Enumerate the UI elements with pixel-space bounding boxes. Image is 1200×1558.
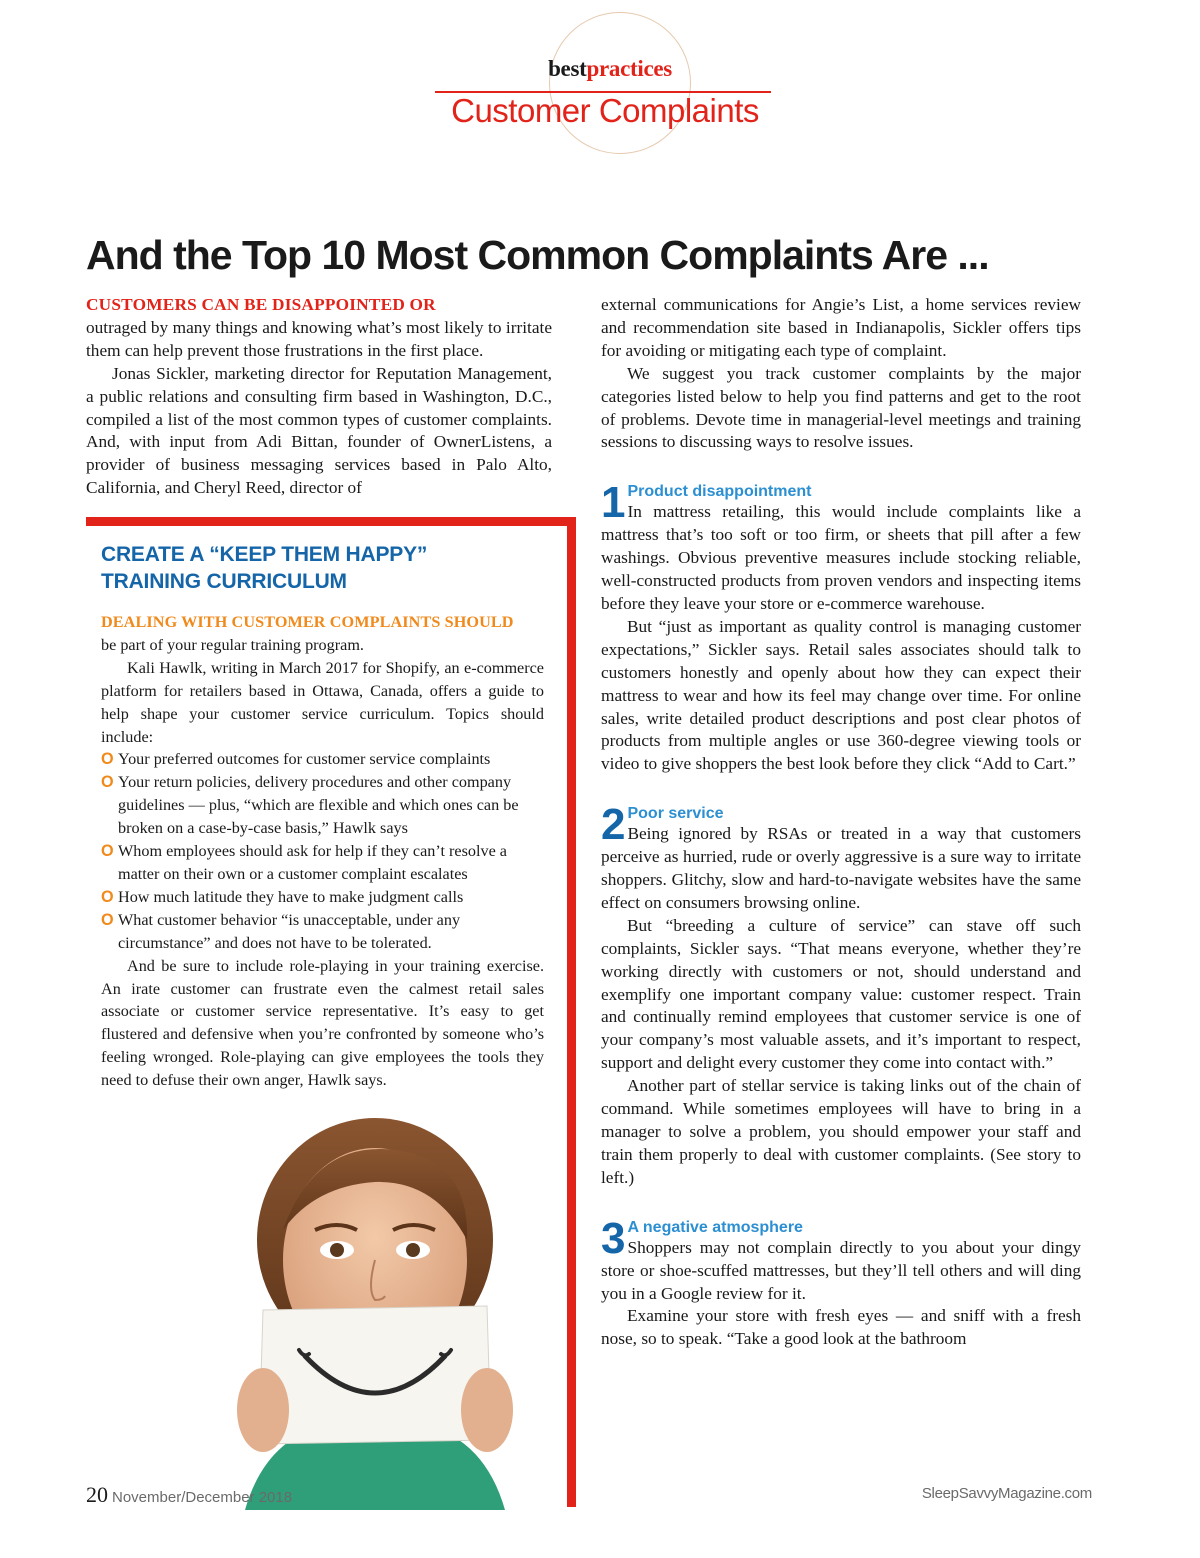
section-paragraph: In mattress retailing, this would include complaints like a mattress that’s too soft or too firm, or sheets that pill after a few washings. Obvious preventive measures include stocking reliable, well-constructed products from proven vendors and inspecting items before they leave your store or e-commerce warehouse. — [601, 502, 1081, 613]
hand-right — [461, 1368, 513, 1452]
woman-smile-photo — [205, 1110, 545, 1510]
list-item: O What customer behavior “is unacceptable, under any circumstance” and does not have to be tolerated. — [101, 910, 461, 952]
list-item: O Whom employees should ask for help if they can’t resolve a matter on their own or a customer complaint escalates — [101, 842, 507, 883]
sidebar-paragraph-2: Kali Hawlk, writing in March 2017 for Shopify, an e-commerce platform for retailers based in Ottawa, Canada, offers a guide to help shape your customer service curriculum. Topics should include: — [101, 658, 544, 746]
section-number: 1 — [601, 478, 626, 528]
section-title: Poor service — [627, 805, 724, 823]
list-item: O How much latitude they have to make judgment calls — [101, 886, 544, 909]
complaint-section-2 — [601, 800, 1081, 915]
section-title: Product disappointment — [627, 483, 812, 501]
bullet-icon: O — [101, 750, 114, 769]
site-url: SleepSavvyMagazine.com — [921, 1485, 1092, 1502]
section-paragraph: Being ignored by RSAs or treated in a way that customers perceive as hurried, rude or overly aggressive is a sure way to irritate shoppers. Glitchy, slow and hard-to-navigate websites have the same effect on consumers browsing online. — [601, 824, 1081, 912]
complaint-section-1 — [601, 478, 1081, 616]
section-label: bestpractices — [548, 56, 672, 81]
intro-paragraph-3: external communications for Angie’s List, a home services review and recommendation site based in Indianapolis, Sickler offers tips for avoiding or mitigating each type of complaint. — [601, 295, 1081, 360]
list-item: O Your return policies, delivery procedures and other company guidelines — plus, “which are flexible and which ones can be broken on a case-by-case basis,” Hawlk says — [101, 773, 519, 838]
page-footer-left — [86, 1482, 292, 1508]
sidebar-body — [101, 611, 544, 1092]
section-number: 3 — [601, 1213, 626, 1263]
intro-paragraph-4: We suggest you track customer complaints by the major categories listed below to help you find patterns and get to the root of problems. Devote time in managerial-level meetings and training sessions to discussing ways to resolve issues. — [601, 363, 1081, 452]
sidebar-title: CREATE A “KEEP THEM HAPPY” TRAINING CURRICULUM — [101, 543, 428, 593]
section-paragraph: Another part of stellar service is taking links out of the chain of command. While sometimes employees will have to bring in a manager to solve a problem, you should empower your staff and train them properly to deal with customer complaints. (See story to left.) — [601, 1076, 1081, 1187]
sidebar-leadin: DEALING WITH CUSTOMER COMPLAINTS SHOULD — [101, 613, 514, 631]
right-column — [601, 294, 1081, 1351]
bullet-icon: O — [101, 910, 114, 929]
intro-paragraph-2: Jonas Sickler, marketing director for Reputation Management, a public relations and consulting firm based in Washington, D.C., compiled a list of the most common types of customer complaints. And, with input from Adi Bittan, founder of OwnerListens, a provider of business messaging services based in Palo Alto, California, and Cheryl Reed, director of — [86, 363, 552, 498]
hand-left — [237, 1368, 289, 1452]
intro-left-column — [86, 294, 552, 500]
section-title: Customer Complaints — [451, 92, 759, 129]
section-number: 2 — [601, 800, 626, 850]
sidebar-frame-top — [86, 517, 576, 526]
masthead-circle — [549, 12, 691, 154]
list-item: O Your preferred outcomes for customer service complaints — [101, 748, 544, 771]
intro-leadin: CUSTOMERS CAN BE DISAPPOINTED OR — [86, 295, 436, 314]
sidebar-paragraph-1: be part of your regular training program. — [101, 635, 364, 654]
section-paragraph: Shoppers may not complain directly to you about your dingy store or shoe-scuffed mattresses, but they’ll tell others and will ding you in a Google review for it. — [601, 1237, 1081, 1303]
section-paragraph: But “just as important as quality control is managing customer expectations,” Sickler says. Retail sales associates should talk to customers honestly and openly about how they can expect their mattress to wear and how its feel may change over time. For online sales, write detailed product descriptions and post clear photos of products from multiple angles or use 360-degree viewing tools or video to give shoppers the best look before they click “Add to Cart.” — [601, 616, 1081, 774]
bullet-icon: O — [101, 773, 114, 792]
bullet-icon: O — [101, 842, 114, 861]
section-paragraph: Examine your store with fresh eyes — and sniff with a fresh nose, so to speak. “Take a good look at the bathroom — [601, 1306, 1081, 1349]
section-paragraph: But “breeding a culture of service” can stave off such complaints, Sickler says. “That means everyone, whether they’re working directly with customers or not, should understand and exemplify one important company value: customer respect. Train and continually remind employees that customer service is one of your company’s most valuable assets, and it’s important to respect, support and delight every customer they come into contact with.” — [601, 915, 1081, 1073]
headline: And the Top 10 Most Common Complaints Are ... — [86, 232, 989, 278]
intro-paragraph-1: outraged by many things and knowing what’s most likely to irritate them can help prevent those frustrations in the first place. — [86, 317, 552, 360]
page-number: 20 — [86, 1482, 108, 1507]
sidebar-paragraph-3: And be sure to include role-playing in your training exercise. An irate customer can frustrate even the calmest retail sales associate or customer service representative. It’s easy to get flustered and defensive when you’re confronted by someone who’s feeling wronged. Role-playing can give employees the tools they need to defuse their own anger, Hawlk says. — [101, 956, 544, 1090]
complaint-section-3 — [601, 1213, 1081, 1306]
sidebar-frame-right — [567, 517, 576, 1507]
bullet-icon: O — [101, 887, 114, 906]
section-title: A negative atmosphere — [627, 1218, 803, 1236]
issue-date: November/December 2018 — [112, 1489, 293, 1506]
paper-card — [259, 1306, 491, 1444]
